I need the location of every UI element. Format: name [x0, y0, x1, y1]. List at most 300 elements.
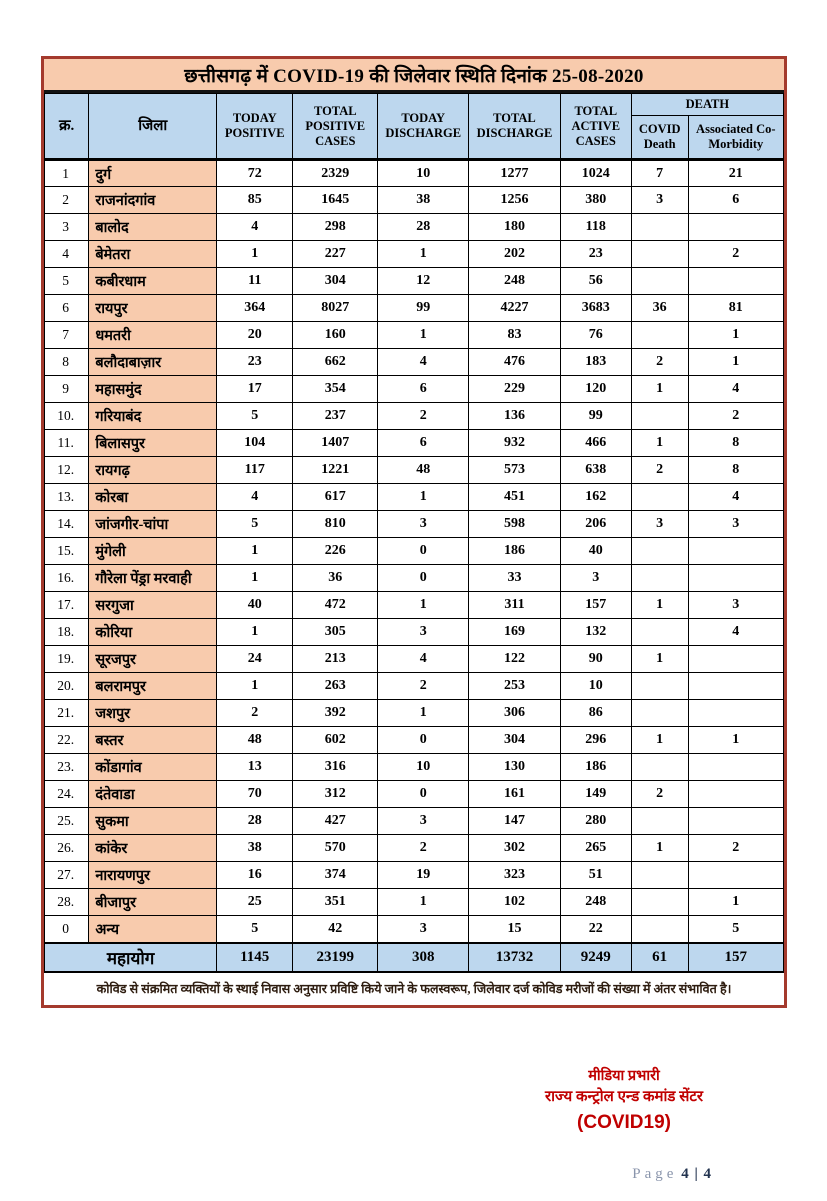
district-row — [45, 700, 784, 727]
value-cell: 1 — [631, 646, 688, 673]
value-cell: 248 — [560, 889, 631, 916]
district-name-cell: बलौदाबाज़ार — [89, 349, 217, 376]
value-cell: 1256 — [469, 187, 561, 214]
value-cell: 302 — [469, 835, 561, 862]
total-positive-cases: 23199 — [293, 943, 378, 972]
value-cell: 99 — [560, 403, 631, 430]
value-cell: 3 — [631, 511, 688, 538]
serial-cell: 3 — [45, 214, 89, 241]
district-row — [45, 889, 784, 916]
page-label: Page — [632, 1166, 678, 1182]
value-cell: 1 — [631, 430, 688, 457]
value-cell — [688, 268, 783, 295]
total-comorbidity: 157 — [688, 943, 783, 972]
serial-cell: 19. — [45, 646, 89, 673]
serial-cell: 9 — [45, 376, 89, 403]
serial-cell: 23. — [45, 754, 89, 781]
value-cell: 237 — [293, 403, 378, 430]
serial-cell: 2 — [45, 187, 89, 214]
serial-cell: 28. — [45, 889, 89, 916]
value-cell — [631, 484, 688, 511]
value-cell: 305 — [293, 619, 378, 646]
value-cell: 298 — [293, 214, 378, 241]
serial-cell: 4 — [45, 241, 89, 268]
value-cell: 5 — [217, 511, 293, 538]
district-row — [45, 619, 784, 646]
value-cell: 99 — [378, 295, 469, 322]
serial-cell: 14. — [45, 511, 89, 538]
district-row — [45, 862, 784, 889]
header-today-discharge: TODAY DISCHARGE — [378, 94, 469, 160]
value-cell: 1 — [688, 349, 783, 376]
value-cell: 180 — [469, 214, 561, 241]
value-cell: 183 — [560, 349, 631, 376]
value-cell: 229 — [469, 376, 561, 403]
value-cell: 280 — [560, 808, 631, 835]
value-cell: 83 — [469, 322, 561, 349]
value-cell: 0 — [378, 781, 469, 808]
value-cell: 451 — [469, 484, 561, 511]
value-cell: 4 — [217, 214, 293, 241]
value-cell: 2 — [688, 241, 783, 268]
value-cell: 136 — [469, 403, 561, 430]
value-cell: 0 — [378, 538, 469, 565]
value-cell: 1 — [631, 727, 688, 754]
district-row — [45, 268, 784, 295]
district-name-cell: जांजगीर-चांपा — [89, 511, 217, 538]
value-cell: 311 — [469, 592, 561, 619]
value-cell: 213 — [293, 646, 378, 673]
value-cell: 102 — [469, 889, 561, 916]
district-row — [45, 160, 784, 187]
table-title: छत्तीसगढ़ में COVID-19 की जिलेवार स्थिति दिनांक 25-08-2020 — [44, 59, 784, 93]
serial-cell: 7 — [45, 322, 89, 349]
value-cell: 1 — [378, 484, 469, 511]
value-cell: 4 — [217, 484, 293, 511]
value-cell: 602 — [293, 727, 378, 754]
value-cell: 364 — [217, 295, 293, 322]
value-cell: 1 — [688, 889, 783, 916]
district-name-cell: कोरबा — [89, 484, 217, 511]
serial-cell: 27. — [45, 862, 89, 889]
value-cell: 147 — [469, 808, 561, 835]
serial-cell: 6 — [45, 295, 89, 322]
value-cell: 354 — [293, 376, 378, 403]
value-cell: 4 — [378, 349, 469, 376]
district-row — [45, 754, 784, 781]
value-cell — [631, 916, 688, 943]
value-cell: 12 — [378, 268, 469, 295]
value-cell: 5 — [217, 403, 293, 430]
district-row — [45, 538, 784, 565]
value-cell: 1 — [217, 565, 293, 592]
value-cell — [631, 322, 688, 349]
district-row — [45, 484, 784, 511]
value-cell: 33 — [469, 565, 561, 592]
district-row — [45, 187, 784, 214]
value-cell: 15 — [469, 916, 561, 943]
value-cell: 374 — [293, 862, 378, 889]
value-cell: 51 — [560, 862, 631, 889]
district-name-cell: अन्य — [89, 916, 217, 943]
value-cell: 206 — [560, 511, 631, 538]
district-row — [45, 727, 784, 754]
district-name-cell: दुर्ग — [89, 160, 217, 187]
value-cell: 0 — [378, 565, 469, 592]
header-total-positive-cases: TOTAL POSITIVE CASES — [293, 94, 378, 160]
value-cell — [688, 673, 783, 700]
value-cell: 38 — [217, 835, 293, 862]
value-cell: 253 — [469, 673, 561, 700]
value-cell — [688, 538, 783, 565]
district-row — [45, 592, 784, 619]
value-cell: 3 — [378, 619, 469, 646]
value-cell: 40 — [217, 592, 293, 619]
district-row — [45, 430, 784, 457]
value-cell: 1 — [378, 322, 469, 349]
value-cell: 2 — [631, 349, 688, 376]
header-associated-comorbidity: Associated Co-Morbidity — [688, 116, 783, 160]
district-name-cell: नारायणपुर — [89, 862, 217, 889]
value-cell: 118 — [560, 214, 631, 241]
value-cell: 316 — [293, 754, 378, 781]
value-cell — [631, 565, 688, 592]
value-cell: 3683 — [560, 295, 631, 322]
value-cell: 932 — [469, 430, 561, 457]
note-row — [45, 972, 784, 1005]
district-name-cell: रायपुर — [89, 295, 217, 322]
value-cell: 160 — [293, 322, 378, 349]
value-cell: 11 — [217, 268, 293, 295]
header-serial: क्र. — [45, 94, 89, 160]
page-count: 4 | 4 — [681, 1166, 712, 1182]
value-cell: 19 — [378, 862, 469, 889]
value-cell: 351 — [293, 889, 378, 916]
value-cell: 392 — [293, 700, 378, 727]
value-cell: 85 — [217, 187, 293, 214]
district-name-cell: सूरजपुर — [89, 646, 217, 673]
value-cell: 86 — [560, 700, 631, 727]
value-cell: 1 — [217, 619, 293, 646]
value-cell: 149 — [560, 781, 631, 808]
district-row — [45, 349, 784, 376]
value-cell: 304 — [293, 268, 378, 295]
value-cell: 8027 — [293, 295, 378, 322]
value-cell: 2 — [688, 403, 783, 430]
value-cell — [688, 781, 783, 808]
value-cell: 1 — [378, 592, 469, 619]
value-cell: 202 — [469, 241, 561, 268]
district-name-cell: गरियाबंद — [89, 403, 217, 430]
value-cell: 24 — [217, 646, 293, 673]
value-cell: 36 — [293, 565, 378, 592]
value-cell: 120 — [560, 376, 631, 403]
district-name-cell: रायगढ़ — [89, 457, 217, 484]
district-row — [45, 835, 784, 862]
district-name-cell: बेमेतरा — [89, 241, 217, 268]
value-cell: 323 — [469, 862, 561, 889]
value-cell: 2 — [217, 700, 293, 727]
value-cell: 4 — [688, 619, 783, 646]
covid-district-table — [44, 93, 784, 1005]
value-cell: 56 — [560, 268, 631, 295]
serial-cell: 20. — [45, 673, 89, 700]
serial-cell: 8 — [45, 349, 89, 376]
value-cell — [631, 754, 688, 781]
value-cell: 3 — [378, 808, 469, 835]
value-cell — [631, 538, 688, 565]
value-cell: 72 — [217, 160, 293, 187]
value-cell: 1 — [217, 538, 293, 565]
header-today-positive: TODAY POSITIVE — [217, 94, 293, 160]
value-cell: 4 — [688, 484, 783, 511]
value-cell: 21 — [688, 160, 783, 187]
value-cell — [688, 700, 783, 727]
serial-cell: 13. — [45, 484, 89, 511]
total-active-cases: 9249 — [560, 943, 631, 972]
header-death: DEATH — [631, 94, 783, 116]
value-cell: 598 — [469, 511, 561, 538]
serial-cell: 0 — [45, 916, 89, 943]
value-cell: 3 — [378, 916, 469, 943]
value-cell: 466 — [560, 430, 631, 457]
value-cell: 810 — [293, 511, 378, 538]
value-cell: 3 — [378, 511, 469, 538]
district-name-cell: बीजापुर — [89, 889, 217, 916]
value-cell: 1 — [631, 376, 688, 403]
value-cell: 10 — [560, 673, 631, 700]
value-cell: 1 — [688, 727, 783, 754]
value-cell — [688, 565, 783, 592]
value-cell: 2 — [378, 673, 469, 700]
value-cell: 186 — [469, 538, 561, 565]
value-cell — [631, 214, 688, 241]
value-cell: 42 — [293, 916, 378, 943]
value-cell: 380 — [560, 187, 631, 214]
value-cell — [631, 862, 688, 889]
value-cell: 122 — [469, 646, 561, 673]
serial-cell: 16. — [45, 565, 89, 592]
value-cell: 169 — [469, 619, 561, 646]
district-row — [45, 646, 784, 673]
value-cell: 186 — [560, 754, 631, 781]
value-cell: 573 — [469, 457, 561, 484]
value-cell: 263 — [293, 673, 378, 700]
value-cell: 117 — [217, 457, 293, 484]
value-cell: 662 — [293, 349, 378, 376]
value-cell: 2 — [631, 457, 688, 484]
value-cell: 8 — [688, 430, 783, 457]
value-cell: 3 — [631, 187, 688, 214]
value-cell: 10 — [378, 160, 469, 187]
district-row — [45, 808, 784, 835]
value-cell: 4227 — [469, 295, 561, 322]
value-cell: 23 — [217, 349, 293, 376]
serial-cell: 10. — [45, 403, 89, 430]
header-district: जिला — [89, 94, 217, 160]
value-cell: 157 — [560, 592, 631, 619]
value-cell: 3 — [688, 511, 783, 538]
value-cell — [631, 673, 688, 700]
value-cell — [688, 214, 783, 241]
value-cell: 306 — [469, 700, 561, 727]
value-cell: 20 — [217, 322, 293, 349]
district-row — [45, 214, 784, 241]
value-cell — [631, 889, 688, 916]
district-name-cell: धमतरी — [89, 322, 217, 349]
value-cell: 0 — [378, 727, 469, 754]
district-name-cell: कोंडागांव — [89, 754, 217, 781]
district-row — [45, 781, 784, 808]
district-name-cell: कबीरधाम — [89, 268, 217, 295]
value-cell: 48 — [378, 457, 469, 484]
value-cell: 25 — [217, 889, 293, 916]
value-cell — [631, 808, 688, 835]
value-cell: 638 — [560, 457, 631, 484]
value-cell: 3 — [560, 565, 631, 592]
value-cell: 1 — [378, 700, 469, 727]
covid-status-table-container — [41, 56, 787, 1008]
value-cell: 1024 — [560, 160, 631, 187]
district-row — [45, 322, 784, 349]
value-cell: 4 — [688, 376, 783, 403]
district-name-cell: कोरिया — [89, 619, 217, 646]
serial-cell: 18. — [45, 619, 89, 646]
value-cell: 1 — [378, 241, 469, 268]
district-row — [45, 457, 784, 484]
value-cell: 312 — [293, 781, 378, 808]
district-name-cell: सुकमा — [89, 808, 217, 835]
value-cell: 132 — [560, 619, 631, 646]
value-cell: 2 — [378, 403, 469, 430]
value-cell: 1 — [631, 592, 688, 619]
value-cell: 2 — [688, 835, 783, 862]
value-cell: 48 — [217, 727, 293, 754]
value-cell: 90 — [560, 646, 631, 673]
header-covid-death: COVID Death — [631, 116, 688, 160]
value-cell: 76 — [560, 322, 631, 349]
value-cell: 1407 — [293, 430, 378, 457]
district-name-cell: बिलासपुर — [89, 430, 217, 457]
district-name-cell: जशपुर — [89, 700, 217, 727]
total-label: महायोग — [45, 943, 217, 972]
value-cell: 226 — [293, 538, 378, 565]
district-row — [45, 565, 784, 592]
value-cell: 1645 — [293, 187, 378, 214]
value-cell — [688, 646, 783, 673]
district-name-cell: राजनांदगांव — [89, 187, 217, 214]
value-cell: 1277 — [469, 160, 561, 187]
value-cell: 8 — [688, 457, 783, 484]
value-cell: 1 — [217, 241, 293, 268]
value-cell: 162 — [560, 484, 631, 511]
value-cell: 5 — [217, 916, 293, 943]
value-cell — [631, 700, 688, 727]
value-cell: 7 — [631, 160, 688, 187]
value-cell: 28 — [217, 808, 293, 835]
value-cell: 2 — [378, 835, 469, 862]
value-cell: 1221 — [293, 457, 378, 484]
value-cell: 1 — [378, 889, 469, 916]
value-cell: 6 — [688, 187, 783, 214]
value-cell: 570 — [293, 835, 378, 862]
district-row — [45, 916, 784, 943]
serial-cell: 21. — [45, 700, 89, 727]
district-row — [45, 403, 784, 430]
value-cell: 161 — [469, 781, 561, 808]
header-total-discharge: TOTAL DISCHARGE — [469, 94, 561, 160]
signature-block — [448, 1066, 800, 1136]
value-cell: 1 — [688, 322, 783, 349]
district-name-cell: बालोद — [89, 214, 217, 241]
value-cell: 70 — [217, 781, 293, 808]
value-cell — [631, 268, 688, 295]
value-cell — [688, 808, 783, 835]
serial-cell: 17. — [45, 592, 89, 619]
total-row — [45, 943, 784, 972]
value-cell — [688, 754, 783, 781]
table-header — [45, 94, 784, 160]
value-cell: 40 — [560, 538, 631, 565]
value-cell: 2329 — [293, 160, 378, 187]
value-cell: 22 — [560, 916, 631, 943]
serial-cell: 5 — [45, 268, 89, 295]
value-cell — [631, 403, 688, 430]
district-row — [45, 376, 784, 403]
district-row — [45, 241, 784, 268]
value-cell: 130 — [469, 754, 561, 781]
value-cell: 248 — [469, 268, 561, 295]
total-today-discharge: 308 — [378, 943, 469, 972]
table-body — [45, 160, 784, 943]
district-row — [45, 511, 784, 538]
value-cell: 472 — [293, 592, 378, 619]
value-cell — [688, 862, 783, 889]
total-covid-death: 61 — [631, 943, 688, 972]
value-cell — [631, 619, 688, 646]
value-cell: 296 — [560, 727, 631, 754]
value-cell — [631, 241, 688, 268]
district-name-cell: बलरामपुर — [89, 673, 217, 700]
district-name-cell: दंतेवाडा — [89, 781, 217, 808]
total-discharge: 13732 — [469, 943, 561, 972]
signature-line-covid19: (COVID19) — [577, 1112, 671, 1133]
table-footer — [45, 943, 784, 1005]
value-cell: 38 — [378, 187, 469, 214]
serial-cell: 26. — [45, 835, 89, 862]
value-cell: 5 — [688, 916, 783, 943]
value-cell: 13 — [217, 754, 293, 781]
serial-cell: 11. — [45, 430, 89, 457]
serial-cell: 24. — [45, 781, 89, 808]
district-name-cell: गौरेला पेंड्रा मरवाही — [89, 565, 217, 592]
district-row — [45, 673, 784, 700]
district-name-cell: कांकेर — [89, 835, 217, 862]
value-cell: 36 — [631, 295, 688, 322]
value-cell: 2 — [631, 781, 688, 808]
serial-cell: 1 — [45, 160, 89, 187]
value-cell: 1 — [217, 673, 293, 700]
value-cell: 1 — [631, 835, 688, 862]
district-name-cell: महासमुंद — [89, 376, 217, 403]
signature-line-control-center: राज्य कन्ट्रोल एन्ड कमांड सेंटर — [544, 1089, 704, 1105]
value-cell: 10 — [378, 754, 469, 781]
value-cell: 3 — [688, 592, 783, 619]
value-cell: 28 — [378, 214, 469, 241]
page-number — [632, 1166, 712, 1183]
value-cell: 17 — [217, 376, 293, 403]
serial-cell: 25. — [45, 808, 89, 835]
